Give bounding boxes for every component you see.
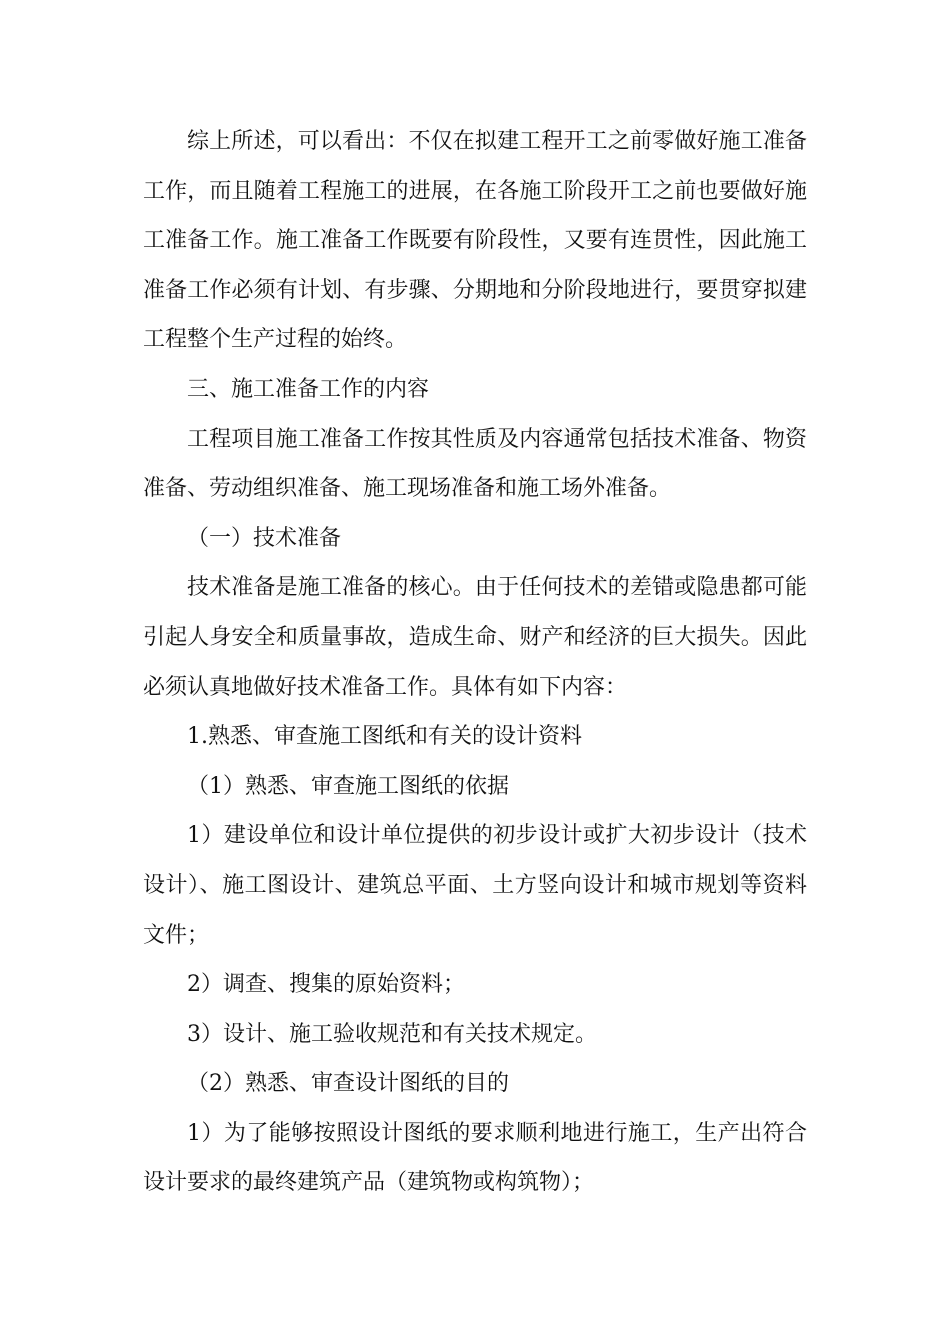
list-item-purpose-1: 1）为了能够按照设计图纸的要求顺利地进行施工，生产出符合设计要求的最终建筑产品（建筑物或构筑物）； [143, 1120, 807, 1196]
technical-prep-paragraph: 技术准备是施工准备的核心。由于任何技术的差错或隐患都可能引起人身安全和质量事故，造成生命、财产和经济的巨大损失。因此必须认真地做好技术准备工作。具体有如下内容： [143, 575, 807, 700]
list-item-basis-1: 1）建设单位和设计单位提供的初步设计或扩大初步设计（技术设计）、施工图设计、建筑总平面、土方竖向设计和城市规划等资料文件； [143, 823, 807, 948]
subitem-heading-review-basis: （1）熟悉、审查施工图纸的依据 [187, 773, 509, 799]
list-item-basis-3: 3）设计、施工验收规范和有关技术规定。 [187, 1021, 597, 1047]
section-heading-construction-prep-content: 三、施工准备工作的内容 [187, 376, 430, 402]
list-item-basis-2: 2）调查、搜集的原始资料； [187, 972, 465, 998]
subitem-heading-review-purpose: （2）熟悉、审查设计图纸的目的 [187, 1071, 509, 1097]
summary-paragraph: 综上所述，可以看出：不仅在拟建工程开工之前零做好施工准备工作，而且随着工程施工的进展，在各施工阶段开工之前也要做好施工准备工作。施工准备工作既要有阶段性，又要有连贯性，因此施工准备工作必须有计划、有步骤、分期地和分阶段地进行，要贯穿拟建工程整个生产过程的始终。 [143, 129, 807, 353]
document-body [143, 117, 807, 1208]
prep-content-intro-paragraph: 工程项目施工准备工作按其性质及内容通常包括技术准备、物资准备、劳动组织准备、施工现场准备和施工场外准备。 [143, 426, 807, 502]
subsection-heading-technical-prep: （一）技术准备 [187, 525, 342, 551]
item-heading-review-drawings: 1.熟悉、审查施工图纸和有关的设计资料 [187, 724, 582, 750]
